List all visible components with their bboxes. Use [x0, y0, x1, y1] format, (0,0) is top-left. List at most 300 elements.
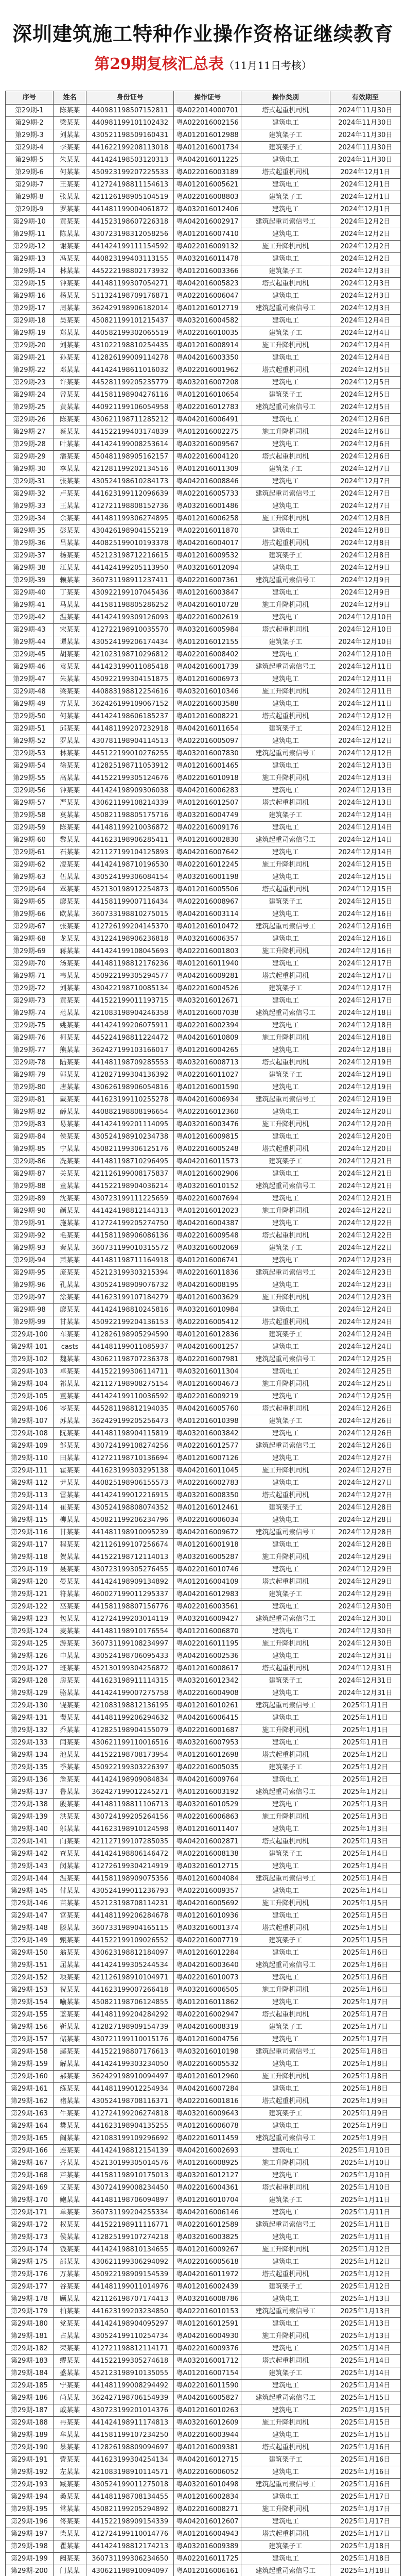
cell-name: 邓某某 [53, 364, 86, 377]
cell-cert: 粤A022016010918 [173, 772, 241, 785]
cell-name: 施某某 [53, 1217, 86, 1230]
cell-name: 饶某某 [53, 1700, 86, 1712]
cell-type: 建筑起重司索信号工 [241, 2132, 330, 2145]
cell-cert: 粤A022016007361 [173, 574, 241, 587]
cell-cert: 粤A012016007126 [173, 1452, 241, 1465]
cell-date: 2024年12月26日 [330, 1440, 400, 1452]
cell-name: casts [53, 1341, 86, 1353]
cell-date: 2025年1月1日 [330, 1700, 400, 1712]
table-row [6, 1811, 401, 1823]
cell-cert: 粤A022016012589 [173, 2219, 241, 2231]
cell-id: 441481198706094897 [86, 2194, 174, 2207]
cell-date: 2024年12月28日 [330, 1527, 400, 1539]
cell-type: 施工升降机司机 [241, 241, 330, 253]
cell-date: 2024年11月30日 [330, 142, 400, 154]
cell-name: 尹某某 [53, 1477, 86, 1489]
cell-date: 2025年1月8日 [330, 2071, 400, 2083]
cell-no: 第29期-94 [6, 1255, 54, 1267]
cell-cert: 粤A012016004084 [173, 1873, 241, 1885]
cell-type: 建筑起重司索信号工 [241, 1007, 330, 1020]
cell-name: 郑某某 [53, 327, 86, 340]
cell-date: 2024年12月3日 [330, 265, 400, 278]
cell-id: 440825198906155573 [86, 1477, 174, 1489]
cell-date: 2024年12月15日 [330, 859, 400, 871]
table-row [6, 2182, 401, 2194]
cell-type: 建筑架子工 [241, 1329, 330, 1341]
cell-no: 第29期-196 [6, 2516, 54, 2528]
table-row [6, 513, 401, 525]
table-row [6, 574, 401, 587]
table-row [6, 2231, 401, 2244]
cell-name: 温某某 [53, 1873, 86, 1885]
cell-name: 冼某某 [53, 1156, 86, 1168]
cell-date: 2025年1月16日 [330, 2442, 400, 2454]
cell-cert: 粤A012016012836 [173, 1329, 241, 1341]
cell-type: 建筑电工 [241, 735, 330, 748]
cell-type: 塔式起重机司机 [241, 884, 330, 896]
cell-no: 第29期-66 [6, 908, 54, 921]
table-row [6, 1910, 401, 1922]
cell-no: 第29期-53 [6, 748, 54, 760]
cell-name: 暴某某 [53, 2442, 86, 2454]
column-header-type: 操作类别 [241, 91, 330, 105]
cell-no: 第29期-125 [6, 1638, 54, 1650]
cell-id: 445281199205235779 [86, 377, 174, 389]
cell-no: 第29期-46 [6, 661, 54, 673]
cell-date: 2024年12月4日 [330, 327, 400, 340]
cell-type: 塔式起重机司机 [241, 1316, 330, 1329]
table-row [6, 1341, 401, 1353]
cell-id: 460027199011295337 [86, 1588, 174, 1601]
cell-cert: 粤A012016012284 [173, 1947, 241, 1959]
cell-name: 韦某某 [53, 970, 86, 982]
cell-id: 430524199306084154 [86, 871, 174, 884]
table-row [6, 1353, 401, 1366]
cell-no: 第29期-29 [6, 451, 54, 463]
cell-cert: 粤A042016012715 [173, 2454, 241, 2466]
cell-no: 第29期-56 [6, 785, 54, 797]
cell-name: 方某某 [53, 698, 86, 710]
cell-no: 第29期-32 [6, 488, 54, 500]
cell-cert: 粤A012016010654 [173, 389, 241, 401]
table-row [6, 117, 401, 129]
cell-id: 362427198706154939 [86, 2392, 174, 2404]
cell-id: 441623198906285411 [86, 834, 174, 846]
cell-type: 建筑电工 [241, 2318, 330, 2330]
cell-name: 汤某某 [53, 958, 86, 970]
cell-no: 第29期-162 [6, 2095, 54, 2108]
cell-no: 第29期-174 [6, 2244, 54, 2256]
cell-no: 第29期-98 [6, 1304, 54, 1316]
cell-type: 建筑架子工 [241, 1588, 330, 1601]
cell-date: 2025年1月18日 [330, 2540, 400, 2553]
cell-date: 2025年1月2日 [330, 1749, 400, 1761]
cell-id: 421126199008175837 [86, 1168, 174, 1180]
cell-cert: 粤A032016012609 [173, 2417, 241, 2429]
cell-id: 441581198904276116 [86, 389, 174, 401]
cell-date: 2024年12月13日 [330, 797, 400, 809]
cell-cert: 粤A022016008803 [173, 191, 241, 204]
cell-id: 430621198707236378 [86, 1353, 174, 1366]
cell-cert: 粤A022016005097 [173, 735, 241, 748]
cell-name: 林某某 [53, 265, 86, 278]
cell-cert: 粤A042016005692 [173, 1897, 241, 1910]
cell-date: 2024年12月21日 [330, 1168, 400, 1180]
table-row [6, 278, 401, 290]
table-row [6, 228, 401, 241]
cell-no: 第29期-182 [6, 2343, 54, 2355]
cell-date: 2025年1月1日 [330, 1737, 400, 1749]
cell-no: 第29期-116 [6, 1527, 54, 1539]
cell-no: 第29期-87 [6, 1168, 54, 1180]
cell-no: 第29期-22 [6, 364, 54, 377]
cell-id: 441522198904036214 [86, 1180, 174, 1193]
table-row [6, 1329, 401, 1341]
cell-type: 建筑架子工 [241, 2108, 330, 2120]
cell-date: 2025年1月1日 [330, 1724, 400, 1737]
cell-cert: 粤A022016005248 [173, 1143, 241, 1156]
cell-date: 2024年12月19日 [330, 1094, 400, 1106]
cell-id: 360731199306234650 [86, 2553, 174, 2565]
table-row [6, 599, 401, 612]
cell-name: 房某某 [53, 1675, 86, 1687]
table-row [6, 500, 401, 513]
table-row [6, 970, 401, 982]
table-row [6, 1761, 401, 1774]
cell-date: 2025年1月17日 [330, 2528, 400, 2540]
cell-type: 建筑电工 [241, 1044, 330, 1057]
cell-date: 2025年1月11日 [330, 2207, 400, 2219]
cell-date: 2025年1月6日 [330, 1972, 400, 1984]
cell-no: 第29期-97 [6, 1292, 54, 1304]
cell-name: 覃某某 [53, 884, 86, 896]
cell-name: 符某某 [53, 1588, 86, 1601]
cell-name: 吕某某 [53, 537, 86, 550]
cell-name: 黄某某 [53, 995, 86, 1007]
cell-cert: 粤A032016008713 [173, 1057, 241, 1069]
cell-cert: 粤A042016005823 [173, 278, 241, 290]
table-row [6, 1650, 401, 1663]
table-row [6, 1255, 401, 1267]
cell-no: 第29期-19 [6, 327, 54, 340]
cell-name: 邹某某 [53, 1440, 86, 1452]
cell-cert: 粤A012016012461 [173, 1502, 241, 1514]
cell-type: 建筑架子工 [241, 265, 330, 278]
cell-no: 第29期-45 [6, 649, 54, 661]
roster-table [5, 91, 401, 2576]
cell-type: 施工升降机司机 [241, 1292, 330, 1304]
cell-cert: 粤A022016002619 [173, 612, 241, 624]
cell-date: 2024年11月30日 [330, 154, 400, 166]
cell-no: 第29期-121 [6, 1588, 54, 1601]
cell-type: 建筑架子工 [241, 389, 330, 401]
cell-type: 建筑电工 [241, 1885, 330, 1897]
cell-no: 第29期-90 [6, 1205, 54, 1217]
cell-id: 441522199305124676 [86, 772, 174, 785]
cell-type: 建筑架子工 [241, 191, 330, 204]
cell-date: 2025年1月3日 [330, 1811, 400, 1823]
cell-type: 建筑电工 [241, 958, 330, 970]
table-row [6, 1687, 401, 1700]
cell-date: 2024年12月29日 [330, 1564, 400, 1576]
cell-no: 第29期-95 [6, 1267, 54, 1279]
cell-name: 鲁某某 [53, 1786, 86, 1799]
table-row [6, 1057, 401, 1069]
table-row [6, 2157, 401, 2170]
cell-type: 施工升降机司机 [241, 426, 330, 438]
table-row [6, 698, 401, 710]
cell-id: 430524199011236793 [86, 1885, 174, 1897]
cell-type: 建筑架子工 [241, 809, 330, 822]
cell-name: 周某某 [53, 302, 86, 315]
cell-name: 刘某某 [53, 340, 86, 352]
cell-no: 第29期-57 [6, 797, 54, 809]
cell-cert: 粤A012016005506 [173, 884, 241, 896]
cell-name: 阙某某 [53, 2553, 86, 2565]
cell-id: 441423199011085418 [86, 661, 174, 673]
cell-name: 马某某 [53, 599, 86, 612]
cell-type: 建筑架子工 [241, 1415, 330, 1428]
cell-id: 441424198812174213 [86, 2540, 174, 2553]
cell-cert: 粤A032016009643 [173, 2108, 241, 2120]
cell-date: 2024年12月11日 [330, 673, 400, 686]
cell-cert: 粤A022016009219 [173, 1391, 241, 1403]
cell-type: 建筑电工 [241, 1452, 330, 1465]
cell-cert: 粤A042016009764 [173, 1774, 241, 1786]
table-row [6, 352, 401, 364]
cell-date: 2024年12月8日 [330, 550, 400, 562]
cell-id: 441522198911116771 [86, 2219, 174, 2231]
cell-name: 高某某 [53, 772, 86, 785]
cell-no: 第29期-147 [6, 1910, 54, 1922]
cell-date: 2024年12月22日 [330, 1205, 400, 1217]
cell-no: 第29期-81 [6, 1094, 54, 1106]
cell-cert: 粤A012016010398 [173, 1415, 241, 1428]
cell-id: 441424198503120313 [86, 154, 174, 166]
cell-cert: 粤A012016002275 [173, 426, 241, 438]
table-row [6, 2454, 401, 2466]
table-row [6, 2207, 401, 2219]
cell-cert: 粤A032016004749 [173, 809, 241, 822]
cell-name: 练某某 [53, 2083, 86, 2095]
table-row [6, 908, 401, 921]
cell-cert: 粤A032016010529 [173, 1799, 241, 1811]
table-row [6, 2058, 401, 2071]
cell-id: 450821198805175716 [86, 809, 174, 822]
table-row [6, 2268, 401, 2281]
cell-date: 2024年12月5日 [330, 401, 400, 414]
table-row [6, 1180, 401, 1193]
cell-id: 441581199107234250 [86, 2429, 174, 2442]
cell-id: 441481198812176236 [86, 958, 174, 970]
cell-cert: 粤A042016002693 [173, 2145, 241, 2157]
table-row [6, 735, 401, 748]
cell-id: 421083198910114571 [86, 2466, 174, 2479]
cell-type: 建筑电工 [241, 2170, 330, 2182]
table-row [6, 2528, 401, 2540]
cell-id: 430723199201014376 [86, 2404, 174, 2417]
cell-type: 建筑电工 [241, 2256, 330, 2268]
cell-cert: 粤A022016011195 [173, 1638, 241, 1650]
cell-name: 郝某某 [53, 2071, 86, 2083]
cell-cert: 粤A012016009381 [173, 2442, 241, 2454]
table-row [6, 1292, 401, 1304]
cell-no: 第29期-112 [6, 1477, 54, 1489]
cell-type: 建筑电工 [241, 204, 330, 216]
cell-cert: 粤A032016010198 [173, 2046, 241, 2058]
cell-id: 412826198905294590 [86, 1329, 174, 1341]
cell-type: 建筑电工 [241, 1687, 330, 1700]
cell-id: 441424198806146472 [86, 1848, 174, 1860]
cell-no: 第29期-15 [6, 278, 54, 290]
cell-id: 452123198708114231 [86, 1897, 174, 1910]
table-row [6, 896, 401, 908]
cell-id: 441623199203234850 [86, 2306, 174, 2318]
cell-id: 441481199307054271 [86, 278, 174, 290]
table-row [6, 525, 401, 537]
cell-cert: 粤A012016010704 [173, 2194, 241, 2207]
table-row [6, 1477, 401, 1489]
cell-date: 2024年12月8日 [330, 525, 400, 537]
table-row [6, 785, 401, 797]
cell-date: 2024年12月2日 [330, 216, 400, 228]
cell-cert: 粤A012016010261 [173, 1700, 241, 1712]
cell-cert: 粤A012016006078 [173, 2120, 241, 2132]
cell-no: 第29期-180 [6, 2318, 54, 2330]
cell-id: 421083199109296692 [86, 2132, 174, 2145]
cell-id: 450922199204136153 [86, 1316, 174, 1329]
cell-id: 430524198909076732 [86, 1279, 174, 1292]
cell-date: 2025年1月16日 [330, 2479, 400, 2491]
cell-id: 441481198711164918 [86, 1255, 174, 1267]
cell-name: 林某某 [53, 748, 86, 760]
cell-date: 2024年12月9日 [330, 599, 400, 612]
cell-id: 440825199010193378 [86, 537, 174, 550]
cell-date: 2025年1月13日 [330, 2318, 400, 2330]
cell-id: 412827198909154739 [86, 2021, 174, 2033]
cell-no: 第29期-154 [6, 1996, 54, 2009]
cell-type: 建筑架子工 [241, 1761, 330, 1774]
cell-name: 常某某 [53, 2503, 86, 2516]
table-row [6, 2244, 401, 2256]
cell-no: 第29期-199 [6, 2553, 54, 2565]
table-row [6, 2009, 401, 2021]
table-row [6, 191, 401, 204]
cell-name: 田某某 [53, 1452, 86, 1465]
cell-date: 2024年12月10日 [330, 649, 400, 661]
cell-type: 建筑电工 [241, 2083, 330, 2095]
cell-date: 2024年12月12日 [330, 735, 400, 748]
cell-id: 441481199008294492 [86, 2380, 174, 2392]
cell-date: 2024年12月5日 [330, 377, 400, 389]
cell-date: 2024年12月19日 [330, 1069, 400, 1081]
cell-type: 建筑架子工 [241, 1848, 330, 1860]
cell-name: 屈某某 [53, 1959, 86, 1972]
cell-date: 2024年12月26日 [330, 1428, 400, 1440]
cell-type: 建筑电工 [241, 1193, 330, 1205]
table-row [6, 2367, 401, 2380]
cell-type: 塔式起重机司机 [241, 278, 330, 290]
cell-no: 第29期-172 [6, 2219, 54, 2231]
table-row [6, 2417, 401, 2429]
table-row [6, 2046, 401, 2058]
cell-cert: 粤A012016004265 [173, 1044, 241, 1057]
cell-type: 建筑电工 [241, 649, 330, 661]
cell-no: 第29期-108 [6, 1428, 54, 1440]
table-row [6, 1217, 401, 1230]
cell-name: 侯某某 [53, 2231, 86, 2244]
cell-no: 第29期-28 [6, 438, 54, 451]
cell-id: 450821199306125176 [86, 1143, 174, 1156]
cell-type: 建筑电工 [241, 2058, 330, 2071]
cell-id: 360731199010315572 [86, 1242, 174, 1255]
cell-type: 建筑电工 [241, 1131, 330, 1143]
cell-cert: 粤A012016005621 [173, 179, 241, 191]
cell-name: 靳某某 [53, 2021, 86, 2033]
cell-cert: 粤A032016006505 [173, 1984, 241, 1996]
cell-type: 建筑电工 [241, 673, 330, 686]
table-row [6, 1638, 401, 1650]
cell-id: 430724199205264156 [86, 1811, 174, 1823]
table-row [6, 1452, 401, 1465]
cell-date: 2025年1月9日 [330, 2120, 400, 2132]
cell-type: 塔式起重机司机 [241, 1749, 330, 1761]
cell-name: 黄某某 [53, 401, 86, 414]
cell-type: 建筑起重司索信号工 [241, 1959, 330, 1972]
cell-id: 441481198811106713 [86, 1799, 174, 1811]
cell-date: 2025年1月5日 [330, 1897, 400, 1910]
cell-date: 2024年12月4日 [330, 340, 400, 352]
cell-id: 450821199205294892 [86, 2503, 174, 2516]
cell-type: 建筑电工 [241, 1477, 330, 1489]
cell-type: 建筑起重司索信号工 [241, 1700, 330, 1712]
cell-cert: 粤A012016002439 [173, 2281, 241, 2293]
cell-type: 建筑电工 [241, 2429, 330, 2442]
cell-id: 441522199011193715 [86, 995, 174, 1007]
cell-no: 第29期-170 [6, 2194, 54, 2207]
cell-date: 2024年12月31日 [330, 1687, 400, 1700]
cell-date: 2024年12月14日 [330, 822, 400, 834]
subtitle-note: （11月11日考核） [223, 59, 312, 72]
cell-no: 第29期-93 [6, 1242, 54, 1255]
cell-no: 第29期-39 [6, 574, 54, 587]
cell-no: 第29期-187 [6, 2404, 54, 2417]
cell-no: 第29期-67 [6, 921, 54, 933]
cell-no: 第29期-4 [6, 142, 54, 154]
cell-type: 建筑电工 [241, 1601, 330, 1613]
cell-name: 曾某某 [53, 389, 86, 401]
cell-name: 范某某 [53, 1007, 86, 1020]
cell-date: 2025年1月12日 [330, 2256, 400, 2268]
cell-name: 何某某 [53, 710, 86, 723]
cell-cert: 粤A012016003366 [173, 265, 241, 278]
cell-name: 殷某某 [53, 1799, 86, 1811]
cell-id: 441581198909075356 [86, 1873, 174, 1885]
cell-cert: 粤A032016012671 [173, 995, 241, 1007]
cell-id: 430524198808074352 [86, 1502, 174, 1514]
cell-name: 杨某某 [53, 290, 86, 302]
cell-id: 441522198712114013 [86, 1551, 174, 1564]
cell-no: 第29期-59 [6, 822, 54, 834]
cell-date: 2024年12月6日 [330, 414, 400, 426]
cell-type: 施工升降机司机 [241, 1897, 330, 1910]
table-row [6, 562, 401, 574]
cell-name: 向某某 [53, 1836, 86, 1848]
cell-no: 第29期-145 [6, 1885, 54, 1897]
cell-name: 钱某某 [53, 2244, 86, 2256]
cell-date: 2024年12月20日 [330, 1118, 400, 1131]
cell-no: 第29期-34 [6, 513, 54, 525]
